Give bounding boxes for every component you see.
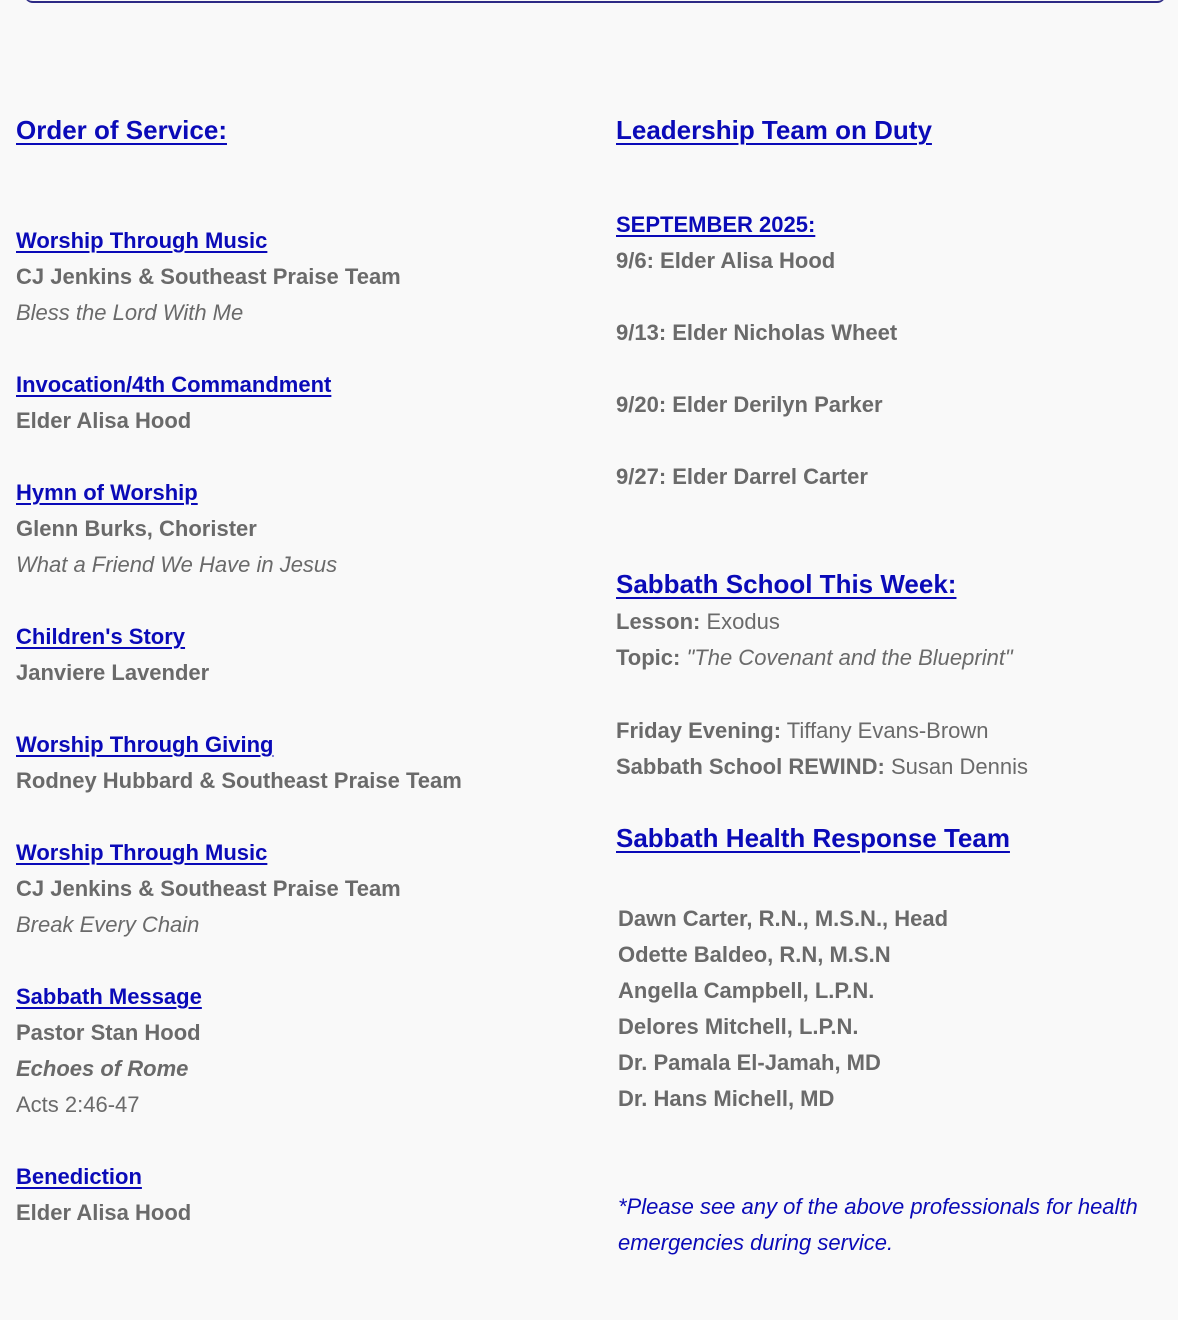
health-team-member: Odette Baldeo, R.N, M.S.N [618, 942, 891, 967]
rewind-label: Sabbath School REWIND: [616, 754, 885, 779]
lesson-line [616, 608, 780, 636]
service-item-presenter: Pastor Stan Hood [16, 1020, 201, 1045]
leadership-heading[interactable]: Leadership Team on Duty [616, 115, 932, 145]
friday-evening-line [616, 717, 989, 745]
lesson-value: Exodus [700, 609, 780, 634]
service-item-title[interactable]: Worship Through Giving [16, 732, 274, 757]
topic-label: Topic: [616, 645, 681, 670]
service-item-title[interactable]: Children's Story [16, 624, 186, 649]
friday-evening-label: Friday Evening: [616, 718, 782, 743]
service-item-title[interactable]: Benediction [16, 1164, 142, 1189]
rewind-value: Susan Dennis [884, 754, 1028, 779]
service-item-presenter: Glenn Burks, Chorister [16, 516, 257, 541]
service-item-presenter: Rodney Hubbard & Southeast Praise Team [16, 768, 462, 793]
service-item-song: What a Friend We Have in Jesus [16, 552, 338, 577]
leadership-entry: 9/20: Elder Derilyn Parker [616, 392, 883, 417]
service-item-song: Bless the Lord With Me [16, 300, 244, 325]
service-item-title[interactable]: Worship Through Music [16, 840, 268, 865]
health-team-member: Delores Mitchell, L.P.N. [618, 1014, 859, 1039]
leadership-entry: 9/13: Elder Nicholas Wheet [616, 320, 898, 345]
health-emergency-note: *Please see any of the above professionals for health emergencies during service. [618, 1194, 1138, 1255]
leadership-entry: 9/6: Elder Alisa Hood [616, 248, 836, 273]
service-item-title[interactable]: Hymn of Worship [16, 480, 198, 505]
sermon-title: Echoes of Rome [16, 1056, 189, 1081]
rewind-line [616, 753, 1028, 781]
service-item-presenter: Elder Alisa Hood [16, 408, 192, 433]
health-team-member: Dr. Hans Michell, MD [618, 1086, 835, 1111]
service-item-presenter: CJ Jenkins & Southeast Praise Team [16, 876, 401, 901]
leadership-entry: 9/27: Elder Darrel Carter [616, 464, 868, 489]
health-team-heading[interactable]: Sabbath Health Response Team [616, 823, 1010, 853]
service-item-presenter: Elder Alisa Hood [16, 1200, 192, 1225]
friday-evening-value: Tiffany Evans-Brown [781, 718, 989, 743]
service-item-title[interactable]: Worship Through Music [16, 228, 268, 253]
health-team-member: Angella Campbell, L.P.N. [618, 978, 875, 1003]
sabbath-school-heading[interactable]: Sabbath School This Week: [616, 569, 957, 599]
topic-line [616, 644, 1013, 672]
scripture-reference: Acts 2:46-47 [16, 1092, 140, 1117]
top-border [24, 0, 1166, 3]
lesson-label: Lesson: [616, 609, 701, 634]
health-team-member: Dr. Pamala El-Jamah, MD [618, 1050, 881, 1075]
service-item-title[interactable]: Invocation/4th Commandment [16, 372, 332, 397]
topic-value: "The Covenant and the Blueprint" [680, 645, 1013, 670]
leadership-month[interactable]: SEPTEMBER 2025: [616, 212, 816, 237]
health-team-member: Dawn Carter, R.N., M.S.N., Head [618, 906, 949, 931]
service-item-title[interactable]: Sabbath Message [16, 984, 202, 1009]
service-item-presenter: Janviere Lavender [16, 660, 210, 685]
service-item-song: Break Every Chain [16, 912, 200, 937]
order-of-service-heading[interactable]: Order of Service: [16, 115, 227, 145]
service-item-presenter: CJ Jenkins & Southeast Praise Team [16, 264, 401, 289]
